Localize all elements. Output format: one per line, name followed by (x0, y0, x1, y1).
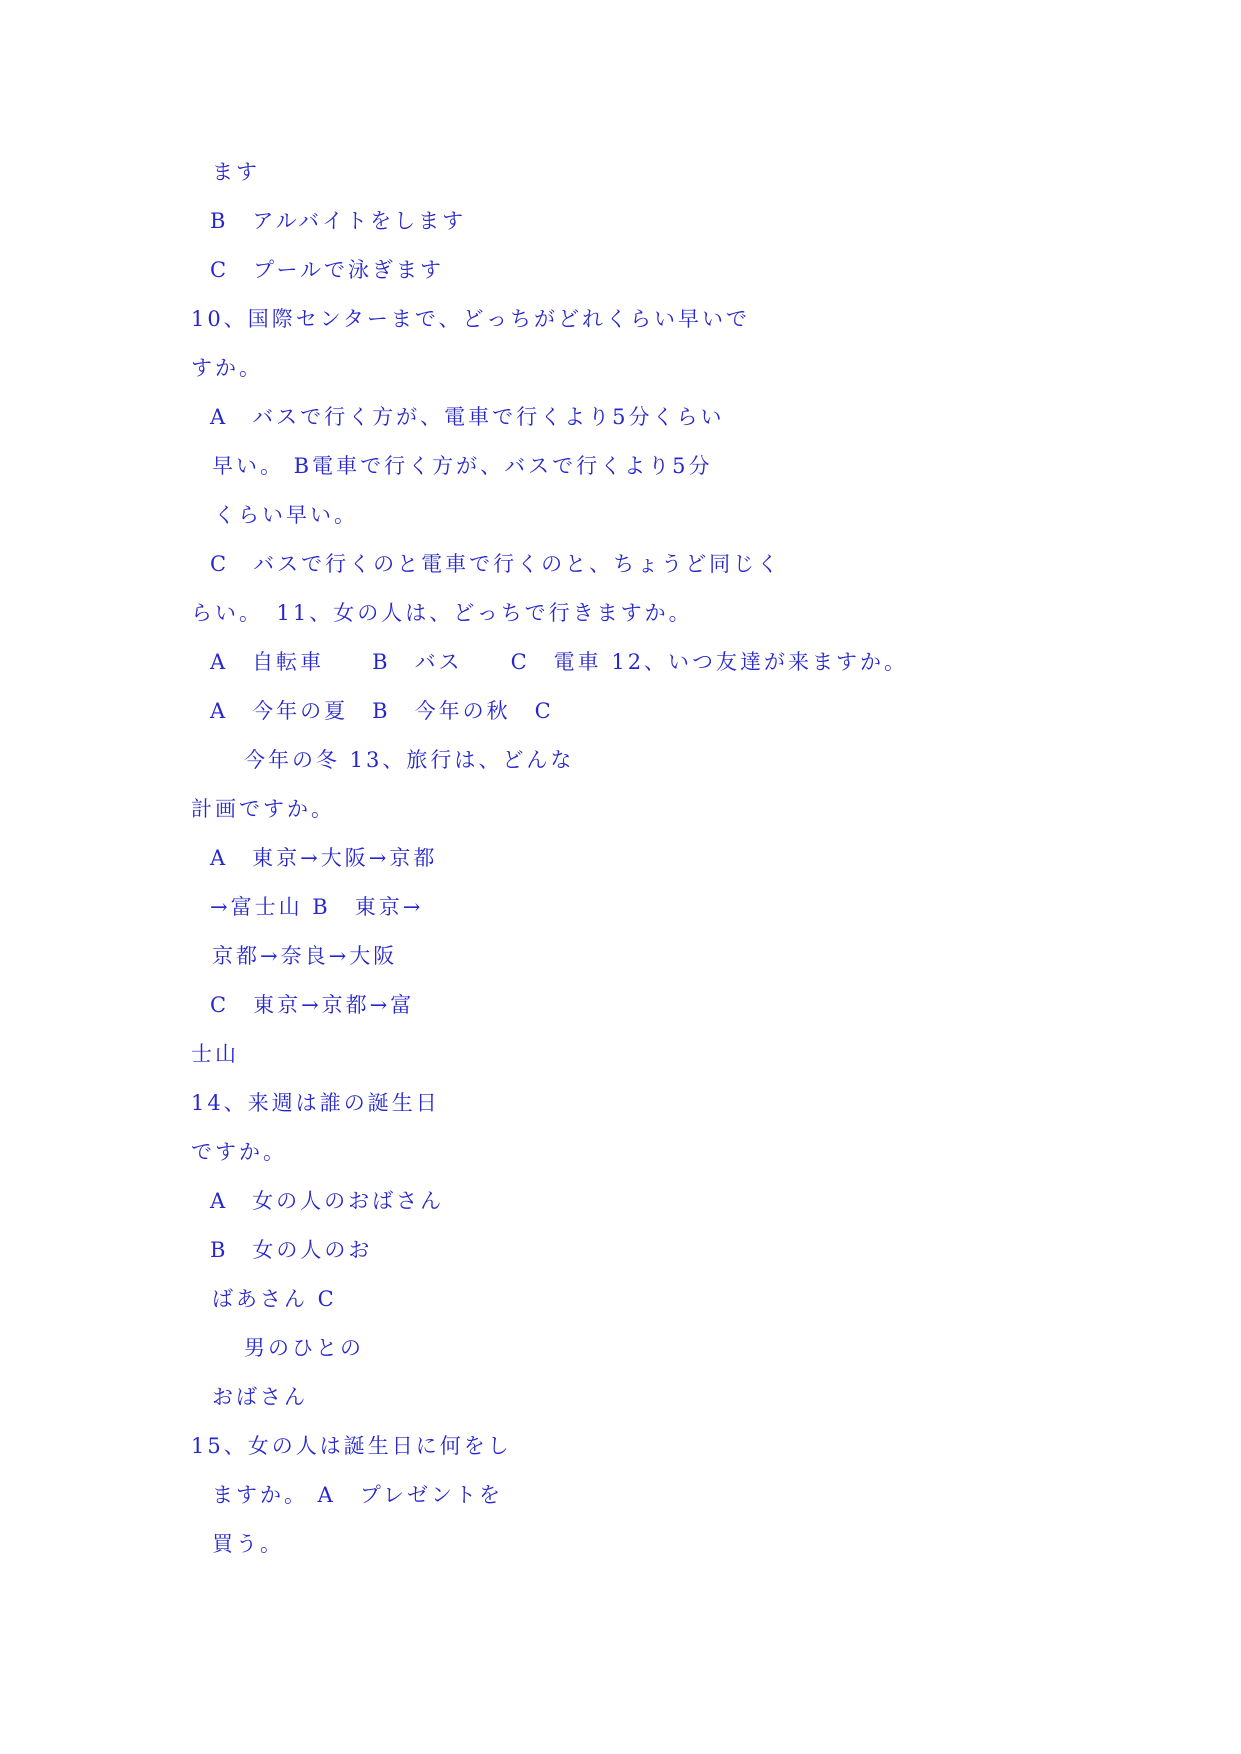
text-line: 計画ですか。 (191, 797, 335, 821)
text-line: A バスで行く方が、電車で行くより5分くらい (210, 405, 725, 429)
text-line: くらい早い。 (214, 503, 358, 527)
text-line: B 女の人のお (210, 1238, 373, 1262)
text-line: ますか。 A プレゼントを (212, 1483, 503, 1507)
text-line: A 東京→大阪→京都 (210, 846, 438, 870)
text-line: B アルバイトをします (210, 209, 467, 233)
text-line: ばあさん C (212, 1287, 337, 1311)
text-line: 京都→奈良→大阪 (212, 944, 398, 968)
text-line: 今年の冬 13、旅行は、どんな (244, 748, 575, 772)
text-line: →富士山 B 東京→ (210, 895, 424, 919)
text-line: 14、来週は誰の誕生日 (191, 1091, 440, 1115)
text-line: A 自転車 B バス C 電車 12、いつ友達が来ますか。 (210, 650, 909, 674)
text-line: らい。 11、女の人は、どっちで行きますか。 (191, 601, 693, 625)
text-line: C プールで泳ぎます (210, 258, 445, 282)
text-line: C バスで行くのと電車で行くのと、ちょうど同じく (210, 552, 782, 576)
text-line: 士山 (191, 1042, 239, 1066)
text-line: ます (212, 160, 260, 184)
text-line: C 東京→京都→富 (210, 993, 415, 1017)
text-line: 男のひとの (244, 1336, 364, 1360)
text-line: 15、女の人は誕生日に何をし (191, 1434, 512, 1458)
text-line: ですか。 (191, 1140, 287, 1164)
text-line: おばさん (212, 1385, 308, 1409)
text-line: 早い。 B電車で行く方が、バスで行くより5分 (212, 454, 713, 478)
text-line: 10、国際センターまで、どっちがどれくらい早いで (191, 307, 751, 331)
text-line: A 女の人のおばさん (210, 1189, 445, 1213)
text-line: A 今年の夏 B 今年の秋 C (210, 699, 554, 723)
text-line: 買う。 (212, 1532, 284, 1556)
text-line: すか。 (191, 356, 263, 380)
